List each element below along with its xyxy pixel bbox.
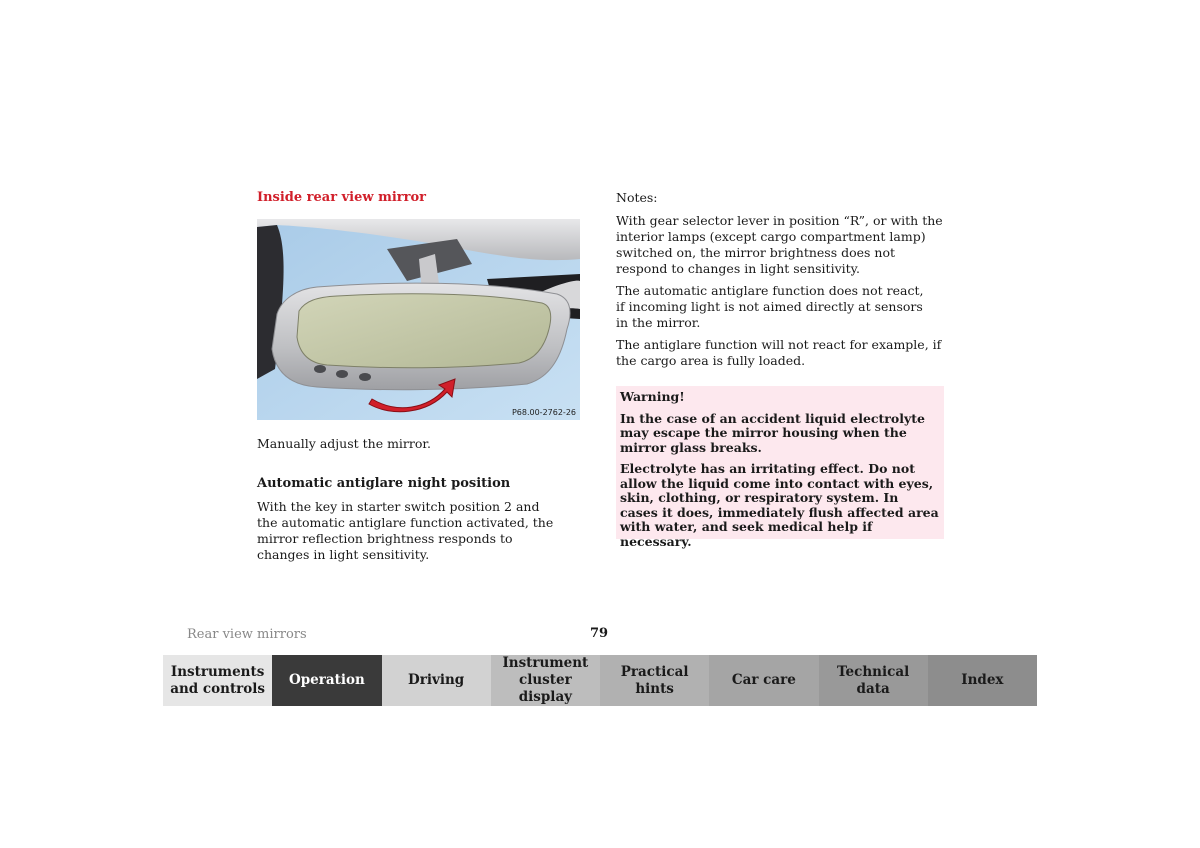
tab-instruments-and-controls[interactable]: Instruments and controls [163,655,272,706]
tab-operation[interactable]: Operation [272,655,381,706]
tab-instrument-cluster-display[interactable]: Instrument cluster display [491,655,600,706]
note-2: The automatic antiglare function does not react, if incoming light is not aimed directly at sensors in the mirror. [616,283,924,330]
warning-paragraph-2: Electrolyte has an irritating effect. Do not allow the liquid come into contact with eyes, skin, clothing, or respiratory system. In cases it does, immediately flush affected area with water, and seek medical help if necessary. [620,461,939,549]
warning-title: Warning! [620,389,685,404]
mirror-glass [297,294,551,368]
mirror-illustration [257,219,580,420]
note-3: The antiglare function will not react for example, if the cargo area is fully loaded. [616,337,942,368]
warning-box [616,386,944,549]
footer-section-name: Rear view mirrors [187,627,307,642]
chapter-tabs [163,655,1037,706]
sensor-button [314,365,326,373]
figure-code: P68.00-2762-26 [511,408,576,417]
warning-paragraph-1: In the case of an accident liquid electrolyte may escape the mirror housing when the mirror glass breaks. [620,410,925,455]
sensor-button [336,370,348,378]
section-title: Inside rear view mirror [257,190,426,205]
page-number: 79 [590,626,609,641]
tab-practical-hints[interactable]: Practical hints [600,655,709,706]
sensor-button [359,373,371,381]
tab-technical-data[interactable]: Technical data [819,655,928,706]
notes-label: Notes: [616,190,658,205]
note-1: With gear selector lever in position “R”, or with the interior lamps (except cargo compartment lamp) switched on, the mirror brightness does not respond to changes in light sensitivity. [616,213,943,276]
figure-caption: Manually adjust the mirror. [257,436,431,451]
mirror-drawing [257,219,580,420]
subheading: Automatic antiglare night position [257,476,511,491]
tab-driving[interactable]: Driving [382,655,491,706]
tab-car-care[interactable]: Car care [709,655,818,706]
antiglare-paragraph: With the key in starter switch position 2 and the automatic antiglare function activated, the mirror reflection brightness responds to changes in light sensitivity. [257,499,554,562]
tab-index[interactable]: Index [928,655,1037,706]
